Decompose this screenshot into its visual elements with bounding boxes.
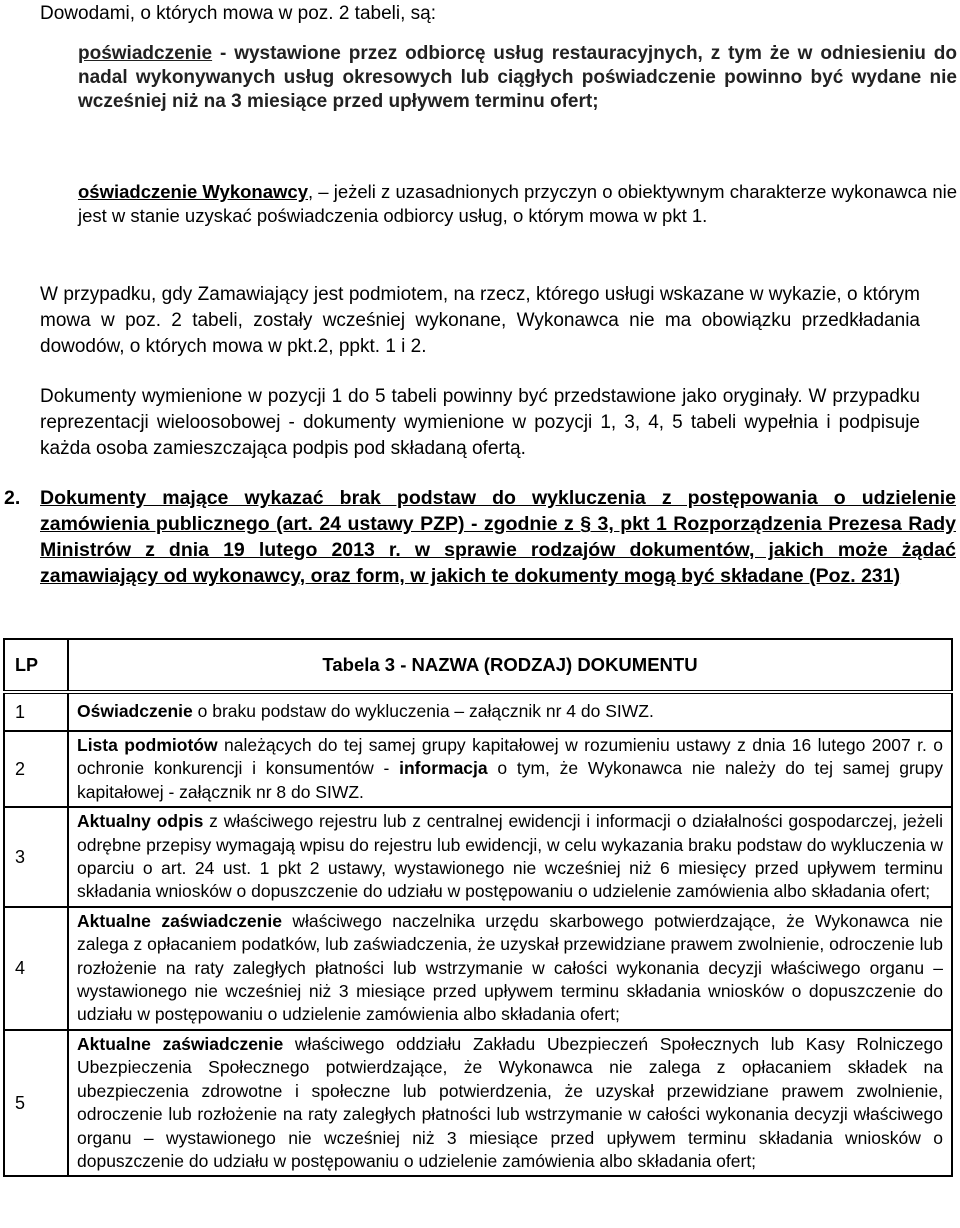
table-row-3-content: [68, 807, 952, 907]
table-row-3-bold: Aktualny odpis: [77, 811, 204, 832]
table-header-lp: LP: [4, 639, 68, 692]
table-row: [4, 907, 952, 1030]
table-row-3-lp: 3: [4, 807, 68, 907]
table-row-3-text: z właściwego rejestru lub z centralnej ewidencji i informacji o działalności gospodarczej, jeżeli odrębne przepisy wymagają wpisu do rejestru lub ewidencji, w celu wykazania braku podstaw do wykluczenia w oparciu o art. 24 ust. 1 pkt 2 ustawy, wystawionego nie wcześniej niż 6 miesięcy przed upływem terminu składania wniosków o dopuszczenie do udziału w postępowaniu o udzielenie zamówienia albo składania ofert;: [77, 811, 944, 902]
intro-text: Dowodami, o których mowa w poz. 2 tabeli, są:: [40, 3, 437, 24]
table-row-5-content: [68, 1030, 952, 1176]
paragraph-zamawiajacy: W przypadku, gdy Zamawiający jest podmiotem, na rzecz, którego usługi wskazane w wykazie, o którym mowa w poz. 2 tabeli, zostały wcześniej wykonane, Wykonawca nie ma obowiązku przedkładania dowodów, o których mowa w pkt.2, ppkt. 1 i 2.: [40, 284, 920, 357]
table-row-2-bold2: informacja: [399, 758, 488, 779]
table-row-4-content: [68, 907, 952, 1030]
table-row-5-text: właściwego oddziału Zakładu Ubezpieczeń Społecznych lub Kasy Rolniczego Ubezpieczenia Społecznego potwierdzające, że Wykonawca nie zalega z opłacaniem składek na ubezpieczenia zdrowotne i społeczne lub potwierdzenia, że uzyskał przewidziane prawem zwolnienie, odroczenie lub rozłożenie na raty zaległych płatności lub wstrzymanie w całości wykonania decyzji właściwego organu – wystawionego nie wcześniej niż 3 miesiące przed upływem terminu składania wniosków o dopuszczenie do udziału w postępowaniu o udzielenie zamówienia albo składania ofert;: [77, 1033, 943, 1171]
table-row: [4, 692, 952, 731]
table-row: [4, 1030, 952, 1176]
table-row-1-bold: Oświadczenie: [77, 701, 193, 722]
table-header-title: Tabela 3 - NAZWA (RODZAJ) DOKUMENTU: [68, 639, 952, 692]
table-row-1-lp: 1: [4, 692, 68, 731]
table-row-4-bold: Aktualne zaświadczenie: [77, 910, 282, 931]
table-row-2-text: należących do tej samej grupy kapitałowej w rozumieniu ustawy z dnia 16 lutego 2007 r. o ochronie konkurencji i konsumentów -: [77, 735, 943, 779]
item-poswiadczenie: [78, 42, 957, 114]
section-2-heading: [4, 485, 956, 589]
item-poswiadczenie-lead: poświadczenie: [78, 43, 213, 64]
table-row-5-lp: 5: [4, 1030, 68, 1176]
item-poswiadczenie-text: - wystawione przez odbiorcę usług restauracyjnych, z tym że w odniesieniu do nadal wykonywanych usług okresowych lub ciągłych poświadczenie powinno być wydane nie wcześniej niż na 3 miesiące przed upływem terminu ofert;: [78, 43, 957, 112]
table-header-row: [4, 639, 952, 692]
paragraph-dokumenty-oryginaly: Dokumenty wymienione w pozycji 1 do 5 tabeli powinny być przedstawione jako oryginały. W przypadku reprezentacji wieloosobowej - dokumenty wymienione w pozycji 1, 3, 4, 5 tabeli wypełnia i podpisuje każda osoba zamieszczająca podpis pod składaną ofertą.: [40, 386, 920, 459]
section-2-number: 2.: [4, 487, 21, 509]
item-oswiadczenie-text: , – jeżeli z uzasadnionych przyczyn o obiektywnym charakterze wykonawca nie jest w stanie uzyskać poświadczenia odbiorcy usług, o którym mowa w pkt 1.: [78, 181, 958, 226]
table-row-4-text: właściwego naczelnika urzędu skarbowego potwierdzające, że Wykonawca nie zalega z opłacaniem podatków, lub zaświadczenia, że uzyskał przewidziane prawem zwolnienie, odroczenie lub rozłożenie na raty zaległych płatności lub wstrzymanie w całości wykonania decyzji właściwego organu – wystawionego nie wcześniej niż 3 miesiące przed upływem terminu składania wniosków o dopuszczenie do udziału w postępowaniu o udzielenie zamówienia albo składania ofert;: [77, 910, 943, 1025]
table-row-1-text: o braku podstaw do wykluczenia – załącznik nr 4 do SIWZ.: [192, 701, 654, 722]
table-row-4-lp: 4: [4, 907, 68, 1030]
table-row-2-lp: 2: [4, 731, 68, 807]
item-oswiadczenie: [78, 180, 957, 227]
documents-table: [3, 638, 953, 1177]
table-row-5-bold: Aktualne zaświadczenie: [77, 1033, 284, 1054]
table-row: [4, 731, 952, 807]
table-row: [4, 807, 952, 907]
section-2-text: Dokumenty mające wykazać brak podstaw do wykluczenia z postępowania o udzielenie zamówienia publicznego (art. 24 ustawy PZP) - zgodnie z § 3, pkt 1 Rozporządzenia Prezesa Rady Ministrów z dnia 19 lutego 2013 r. w sprawie rodzajów dokumentów, jakich może żądać zamawiający od wykonawcy, oraz form, w jakich te dokumenty mogą być składane (Poz. 231): [40, 487, 956, 587]
table-row-2-bold: Lista podmiotów: [77, 735, 218, 755]
table-row-2-content: [68, 731, 952, 807]
table-row-2-text2: o tym, że Wykonawca nie należy do tej samej grupy kapitałowej - załącznik nr 8 do SIWZ.: [77, 758, 943, 802]
table-row-1-content: [68, 692, 952, 731]
item-oswiadczenie-lead: oświadczenie Wykonawcy: [78, 181, 308, 202]
